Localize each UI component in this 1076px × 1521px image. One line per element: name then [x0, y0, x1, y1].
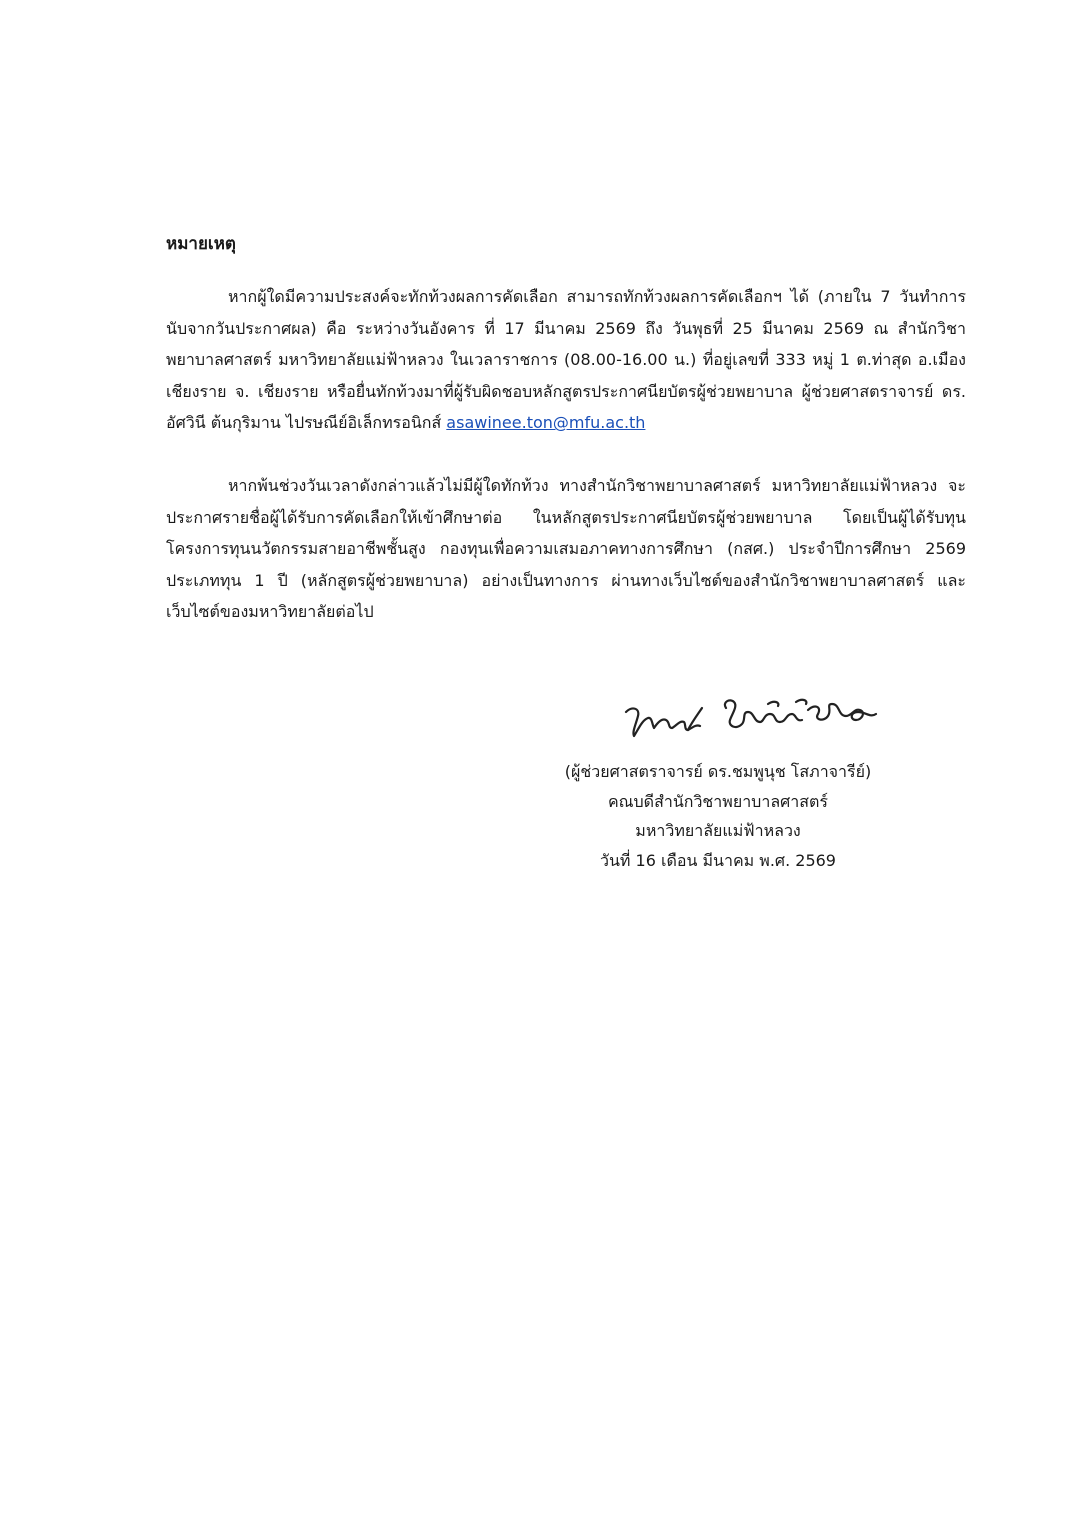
signatory-position: คณบดีสำนักวิชาพยาบาลศาสตร์	[607, 791, 829, 811]
objection-paragraph	[166, 281, 966, 439]
contact-email[interactable]: asawinee.ton@mfu.ac.th	[446, 413, 646, 432]
objection-text: หากผู้ใดมีความประสงค์จะทักท้วงผลการคัดเลือก สามารถทักท้วงผลการคัดเลือกฯ ได้ (ภายใน 7 วันทำการ นับจากวันประกาศผล) คือ ระหว่างวันอังคาร ที่ 17 มีนาคม 2569 ถึง วันพุธที่ 25 มีนาคม 2569 ณ สำนักวิชาพยาบาลศาสตร์ มหาวิทยาลัยแม่ฟ้าหลวง ในเวลาราชการ (08.00-16.00 น.) ที่อยู่เลขที่ 333 หมู่ 1 ต.ท่าสุด อ.เมืองเชียงราย จ. เชียงราย หรือยื่นทักท้วงมาที่ผู้รับผิดชอบหลักสูตรประกาศนียบัตรผู้ช่วยพยาบาล ผู้ช่วยศาสตราจารย์ ดร. อัศวินี ต้นกุริมาน ไปรษณีย์อิเล็กทรอนิกส์	[166, 287, 966, 432]
note-heading: หมายเหตุ	[166, 234, 236, 254]
handwritten-signature	[618, 690, 888, 744]
announcement-paragraph	[166, 470, 966, 628]
signatory-block	[540, 757, 896, 875]
announcement-text: หากพ้นช่วงวันเวลาดังกล่าวแล้วไม่มีผู้ใดทักท้วง ทางสำนักวิชาพยาบาลศาสตร์ มหาวิทยาลัยแม่ฟ้าหลวง จะประกาศรายชื่อผู้ได้รับการคัดเลือกให้เข้าศึกษาต่อ ในหลักสูตรประกาศนียบัตรผู้ช่วยพยาบาล โดยเป็นผู้ได้รับทุนโครงการทุนนวัตกรรมสายอาชีพชั้นสูง กองทุนเพื่อความเสมอภาคทางการศึกษา (กสศ.) ประจำปีการศึกษา 2569 ประเภททุน 1 ปี (หลักสูตรผู้ช่วยพยาบาล) อย่างเป็นทางการ ผ่านทางเว็บไซต์ของสำนักวิชาพยาบาลศาสตร์ และเว็บไซต์ของมหาวิทยาลัยต่อไป	[166, 476, 966, 621]
document-date: วันที่ 16 เดือน มีนาคม พ.ศ. 2569	[600, 850, 836, 870]
signatory-organization: มหาวิทยาลัยแม่ฟ้าหลวง	[635, 821, 801, 840]
signatory-name: (ผู้ช่วยศาสตราจารย์ ดร.ชมพูนุช โสภาจารีย์)	[564, 762, 872, 781]
